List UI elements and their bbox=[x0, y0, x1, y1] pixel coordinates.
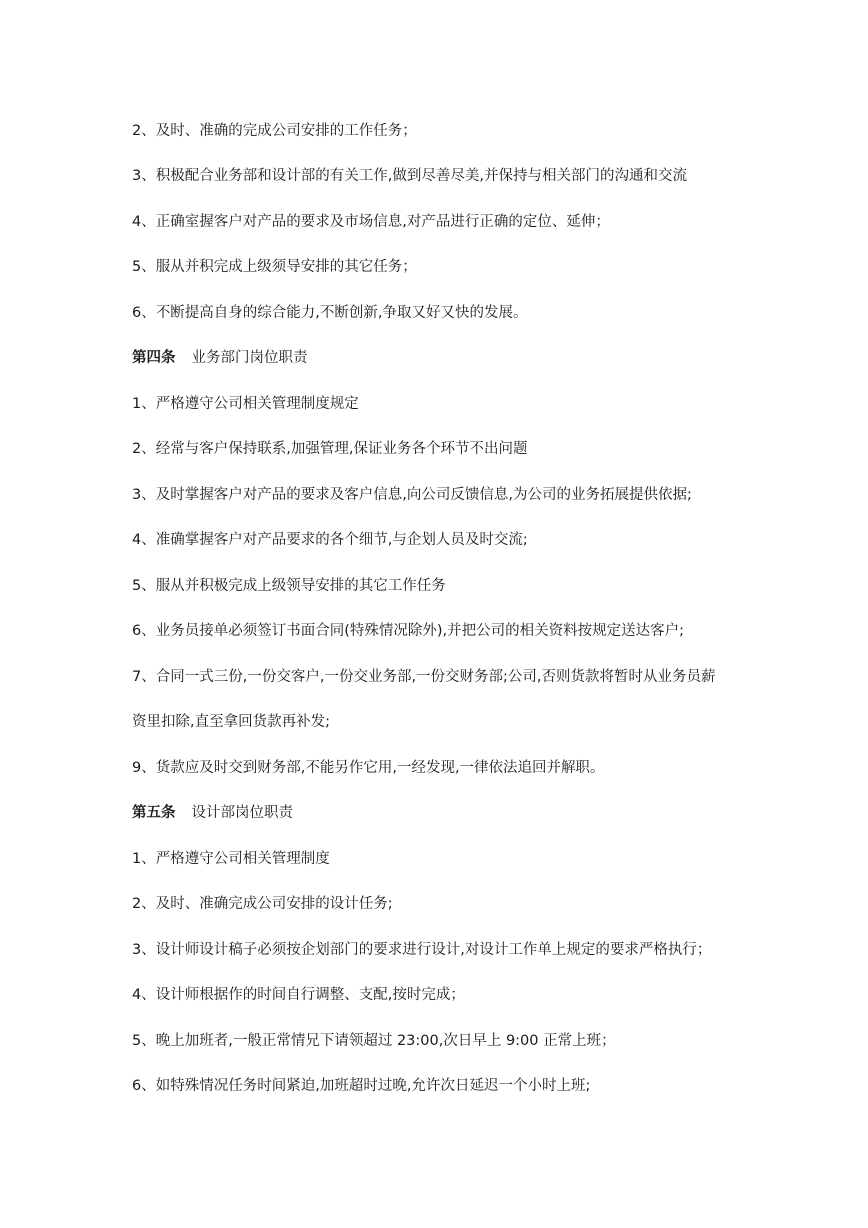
list-item: 1、严格遵守公司相关管理制度规定 bbox=[132, 396, 359, 412]
list-item: 3、积极配合业务部和设计部的有关工作,做到尽善尽美,并保持与相关部门的沟通和交流 bbox=[132, 168, 687, 184]
list-item: 4、准确掌握客户对产品要求的各个细节,与企划人员及时交流; bbox=[132, 532, 528, 548]
list-item: 4、设计师根据作的时间自行调整、支配,按时完成； bbox=[132, 987, 465, 1003]
list-item: 3、及时掌握客户对产品的要求及客户信息,向公司反馈信息,为公司的业务拓展提供依据; bbox=[132, 487, 692, 503]
section-title: 业务部门岗位职责 bbox=[191, 350, 308, 366]
list-item: 1、严格遵守公司相关管理制度 bbox=[132, 851, 330, 867]
section-number: 第四条 bbox=[132, 350, 176, 366]
section-heading-4 bbox=[132, 348, 832, 368]
list-item: 3、设计师设计稿子必须按企划部门的要求进行设计,对设计工作单上规定的要求严格执行； bbox=[132, 942, 712, 958]
section-number: 第五条 bbox=[132, 805, 176, 821]
section-title: 设计部岗位职责 bbox=[191, 805, 293, 821]
list-item: 5、服从并积完成上级须导安排的其它任务； bbox=[132, 259, 417, 275]
list-item: 9、货款应及时交到财务部,不能另作它用,一经发现,一律依法追回并解职。 bbox=[132, 760, 605, 776]
list-item: 6、如特殊情况任务时间紧迫,加班超时过晚,允许次日延迟一个小时上班; bbox=[132, 1078, 591, 1094]
list-item: 6、不断提高自身的综合能力,不断创新,争取又好又快的发展。 bbox=[132, 305, 528, 321]
list-item-continuation: 资里扣除,直至拿回货款再补发; bbox=[132, 714, 330, 730]
list-item: 2、及时、准确的完成公司安排的工作任务； bbox=[132, 123, 417, 139]
list-item: 5、服从并积极完成上级领导安排的其它工作任务 bbox=[132, 578, 446, 594]
list-item: 5、晚上加班者,一般正常情兄下请领超过 23:00,次日早上 9:00 正常上班； bbox=[132, 1033, 616, 1049]
list-item: 7、合同一式三份,一份交客户,一份交业务部,一份交财务部;公司,否则货款将暂时从业务员薪 bbox=[132, 669, 716, 685]
list-item: 4、正确室握客户对产品的要求及市场信息,对产品进行正确的定位、延伸； bbox=[132, 214, 610, 230]
list-item: 2、及时、准确完成公司安排的设计任务; bbox=[132, 896, 393, 912]
list-item: 6、业务员接单必须签订书面合同(特殊情况除外),并把公司的相关资料按规定送达客户; bbox=[132, 623, 685, 639]
list-item: 2、经常与客户保持联系,加强管理,保证业务各个环节不出问题 bbox=[132, 441, 528, 457]
section-heading-5 bbox=[132, 803, 832, 823]
